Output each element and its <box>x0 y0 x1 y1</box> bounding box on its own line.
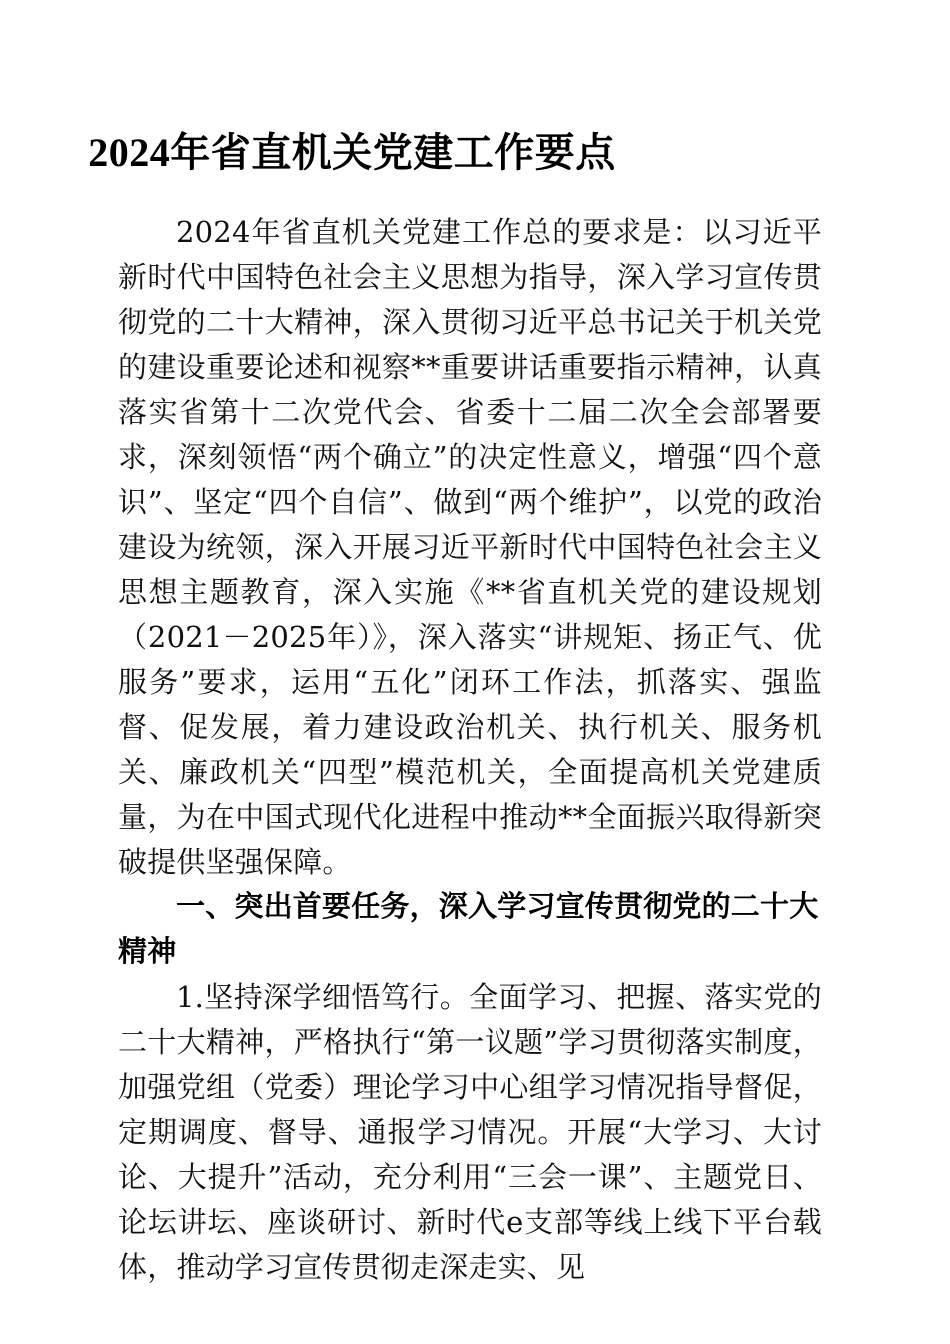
document-body <box>118 210 822 1290</box>
paragraph-item-1: 1.坚持深学细悟笃行。全面学习、把握、落实党的二十大精神，严格执行“第一议题”学习贯彻落实制度，加强党组（党委）理论学习中心组学习情况指导督促，定期调度、督导、通报学习情况。开展“大学习、大讨论、大提升”活动，充分利用“三会一课”、主题党日、论坛讲坛、座谈研讨、新时代e支部等线上线下平台载体，推动学习宣传贯彻走深走实、见 <box>118 980 822 1284</box>
section-heading-1: 一、突出首要任务，深入学习宣传贯彻党的二十大精神 <box>118 891 819 968</box>
paragraph-intro: 2024年省直机关党建工作总的要求是：以习近平新时代中国特色社会主义思想为指导，深入学习宣传贯彻党的二十大精神，深入贯彻习近平总书记关于机关党的建设重要论述和视察**重要讲话重要指示精神，认真落实省第十二次党代会、省委十二届二次全会部署要求，深刻领悟“两个确立”的决定性意义，增强“四个意识”、坚定“四个自信”、做到“两个维护”，以党的政治建设为统领，深入开展习近平新时代中国特色社会主义思想主题教育，深入实施《**省直机关党的建设规划（2021－2025年）》，深入落实“讲规矩、扬正气、优服务”要求，运用“五化”闭环工作法，抓落实、强监督、促发展，着力建设政治机关、执行机关、服务机关、廉政机关“四型”模范机关，全面提高机关党建质量，为在中国式现代化进程中推动**全面振兴取得新突破提供坚强保障。 <box>118 215 822 879</box>
page-title: 2024年省直机关党建工作要点 <box>88 130 616 175</box>
